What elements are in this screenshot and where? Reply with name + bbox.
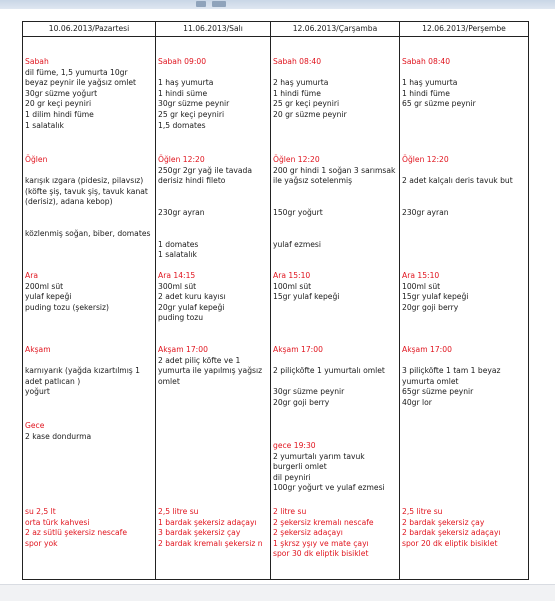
meal-heading: Ara 14:15	[158, 271, 196, 280]
meal-block	[273, 57, 397, 121]
meal-heading: Ara 15:10	[402, 271, 440, 280]
meal-block	[273, 441, 397, 494]
meal-block	[402, 155, 526, 219]
meal-item: 1 dilim hindi füme	[25, 109, 94, 119]
nav-back-icon[interactable]	[196, 1, 206, 7]
meal-item: 15gr yulaf kepeği	[402, 292, 469, 302]
meal-item: 230gr ayran	[402, 207, 449, 217]
daily-note-line: 2 az sütlü şekersiz nescafe	[25, 528, 128, 538]
meal-item: 2 piliçköfte 1 yumurtalı omlet	[273, 366, 385, 376]
meal-item: 100ml süt	[273, 281, 312, 291]
day-header: 12.06.2013/Perşembe	[400, 22, 529, 37]
meal-item: 2 kase dondurma	[25, 431, 92, 441]
day-cell	[23, 37, 156, 580]
meal-item: 100ml süt	[402, 281, 441, 291]
meal-heading: Sabah 09:00	[158, 57, 207, 66]
meal-item: 2 yumurtalı yarım tavuk	[273, 451, 365, 461]
meal-item: yumurta omlet	[402, 376, 459, 386]
meal-item: 200ml süt	[25, 281, 64, 291]
meal-item: 1 domates	[158, 239, 199, 249]
daily-note-line: 2 bardak kremalı şekersiz n	[158, 538, 263, 548]
meal-block	[25, 507, 153, 549]
meal-item: 20gr goji berry	[402, 302, 459, 312]
meal-item	[402, 187, 526, 198]
meal-item: 65 gr süzme peynir	[402, 99, 476, 109]
meal-item	[158, 229, 268, 240]
daily-note-line: su 2,5 lt	[25, 507, 56, 516]
meal-item: 1 haş yumurta	[402, 78, 458, 88]
meal-heading: gece 19:30	[273, 441, 316, 450]
meal-block	[25, 421, 153, 442]
meal-item: yumurta ile yapılmış yağsız	[158, 366, 263, 376]
meal-block	[25, 271, 153, 313]
meal-item: 1 hindi süme	[158, 88, 208, 98]
meal-item: 20 gr keçi peyniri	[25, 99, 92, 109]
meal-heading: Sabah 08:40	[273, 57, 322, 66]
meal-heading: Ara 15:10	[273, 271, 311, 280]
meal-item	[273, 356, 397, 367]
meal-item: 30gr süzme peynir	[158, 99, 230, 109]
daily-note-line: 2 bardak şekersiz çay	[402, 517, 485, 527]
meal-item: 1 hindi füme	[402, 88, 450, 98]
meal-block	[25, 57, 153, 131]
meal-item	[402, 356, 526, 367]
meal-block	[273, 271, 397, 303]
meal-item	[158, 68, 268, 79]
meal-item: karnıyarık (yağda kızartılmış 1	[25, 366, 141, 376]
meal-item: yoğurt	[25, 387, 50, 397]
meal-block	[273, 507, 397, 560]
meal-item	[273, 377, 397, 388]
meal-heading: Akşam 17:00	[273, 345, 323, 354]
day-cell	[400, 37, 529, 580]
document-page	[0, 9, 555, 584]
meal-item: burgerli omlet	[273, 462, 327, 472]
meal-item: közlenmiş soğan, biber, domates	[25, 229, 151, 239]
daily-note-line: spor 20 dk eliptik bisiklet	[402, 538, 498, 548]
meal-block	[158, 345, 268, 387]
meal-item	[402, 197, 526, 208]
daily-note-line: 2 şekersiz kremalı nescafe	[273, 517, 374, 527]
meal-item: adet patlıcan )	[25, 376, 81, 386]
meal-item: 230gr ayran	[158, 207, 205, 217]
meal-item: 2 adet kuru kayısı	[158, 292, 226, 302]
body-row	[23, 37, 529, 580]
meal-heading: Sabah	[25, 57, 49, 66]
day-header: 11.06.2013/Salı	[156, 22, 271, 37]
meal-item: 150gr yoğurt	[273, 207, 323, 217]
meal-heading: Ara	[25, 271, 38, 280]
meal-item: 2 adet piliç köfte ve 1	[158, 355, 241, 365]
meal-item	[25, 219, 153, 230]
meal-item: karışık ızgara (pidesiz, pilavsız)	[25, 176, 144, 186]
meal-item: 30gr süzme peynir	[273, 387, 345, 397]
meal-item: 2 adet kalçalı deris tavuk but	[402, 176, 513, 186]
meal-heading: Öğlen 12:20	[402, 155, 449, 164]
meal-item: 25 gr keçi peyniri	[273, 99, 340, 109]
meal-item: 250gr 2gr yağ ile tavada	[158, 165, 252, 175]
meal-item: 300ml süt	[158, 281, 197, 291]
meal-block	[273, 155, 397, 250]
day-cell	[271, 37, 400, 580]
meal-heading: Öğlen	[25, 155, 48, 164]
meal-item: 30gr süzme yoğurt	[25, 88, 98, 98]
meal-item: 1 haş yumurta	[158, 78, 214, 88]
meal-item: beyaz peynir ile yağsız omlet	[25, 78, 137, 88]
meal-item: (derisiz), adana kebop)	[25, 197, 113, 207]
meal-heading: Öğlen 12:20	[273, 155, 320, 164]
daily-note-line: 2 şekersiz adaçayı	[273, 528, 343, 538]
meal-item: 1 salatalık	[158, 250, 197, 260]
meal-item: dil füme, 1,5 yumurta 10gr	[25, 67, 128, 77]
meal-item	[25, 166, 153, 177]
meal-block	[25, 155, 153, 240]
meal-item: derisiz hindi fileto	[158, 176, 226, 186]
meal-item	[273, 187, 397, 198]
daily-note-line: 2 litre su	[273, 507, 307, 516]
meal-item: (köfte şiş, tavuk şiş, tavuk kanat	[25, 186, 148, 196]
day-header: 10.06.2013/Pazartesi	[23, 22, 156, 37]
daily-note-line: 3 bardak şekersiz çay	[158, 528, 241, 538]
meal-item: puding tozu (şekersiz)	[25, 302, 109, 312]
meal-block	[158, 271, 268, 324]
meal-item	[273, 219, 397, 230]
meal-item: 20 gr süzme peynir	[273, 109, 347, 119]
meal-block	[402, 57, 526, 110]
meal-item: 65gr süzme peynir	[402, 387, 474, 397]
page-gap	[0, 584, 555, 601]
meal-block	[402, 507, 526, 549]
daily-note-line: orta türk kahvesi	[25, 517, 90, 527]
meal-item: yulaf kepeği	[25, 292, 72, 302]
meal-item: 25 gr keçi peyniri	[158, 109, 225, 119]
meal-item: dil peyniri	[273, 472, 311, 482]
meal-item	[25, 208, 153, 219]
meal-heading: Akşam 17:00	[158, 345, 208, 354]
meal-heading: Sabah 08:40	[402, 57, 451, 66]
daily-note-line: 2,5 litre su	[402, 507, 443, 516]
meal-item	[158, 219, 268, 230]
meal-item: 40gr lor	[402, 397, 432, 407]
meal-item	[273, 229, 397, 240]
meal-item	[158, 197, 268, 208]
header-row	[23, 22, 529, 37]
meal-block	[25, 345, 153, 398]
meal-item: 20gr yulaf kepeği	[158, 302, 225, 312]
daily-note-line: spor yok	[25, 538, 58, 548]
daily-note-line: 1 şkrsz yşıy ve mate çayı	[273, 538, 369, 548]
meal-heading: Akşam	[25, 345, 51, 354]
meal-block	[158, 507, 268, 549]
meal-item: 3 piliçköfte 1 tam 1 beyaz	[402, 366, 501, 376]
meal-item: 200 gr hindi 1 soğan 3 sarımsak	[273, 165, 396, 175]
meal-block	[158, 155, 268, 261]
daily-note-line: spor 30 dk eliptik bisiklet	[273, 549, 369, 559]
meal-item: puding tozu	[158, 313, 204, 323]
day-header: 12.06.2013/Çarşamba	[271, 22, 400, 37]
meal-item	[158, 187, 268, 198]
day-cell	[156, 37, 271, 580]
diet-table	[22, 21, 529, 580]
meal-item: ile yağsız sotelenmiş	[273, 176, 353, 186]
meal-item: 1 hindi füme	[273, 88, 321, 98]
meal-item: 20gr goji berry	[273, 397, 330, 407]
meal-heading: Gece	[25, 421, 45, 430]
meal-item: 100gr yoğurt ve yulaf ezmesi	[273, 483, 385, 493]
meal-item: 2 haş yumurta	[273, 78, 329, 88]
meal-item: 15gr yulaf kepeği	[273, 292, 340, 302]
zoom-icon[interactable]	[212, 1, 226, 7]
daily-note-line: 1 bardak şekersiz adaçayı	[158, 517, 257, 527]
meal-item: 1 salatalık	[25, 120, 64, 130]
meal-block	[402, 345, 526, 409]
meal-item	[273, 197, 397, 208]
meal-block	[273, 345, 397, 409]
meal-item	[25, 356, 153, 367]
meal-heading: Öğlen 12:20	[158, 155, 205, 164]
meal-block	[158, 57, 268, 131]
meal-item: 1,5 domates	[158, 120, 206, 130]
meal-block	[402, 271, 526, 313]
meal-item: omlet	[158, 376, 180, 386]
daily-note-line: 2 bardak şekersiz adaçayı	[402, 528, 501, 538]
meal-item	[402, 68, 526, 79]
meal-item	[402, 166, 526, 177]
meal-heading: Akşam 17:00	[402, 345, 452, 354]
meal-item: yulaf ezmesi	[273, 239, 321, 249]
daily-note-line: 2,5 litre su	[158, 507, 199, 516]
meal-item	[273, 68, 397, 79]
